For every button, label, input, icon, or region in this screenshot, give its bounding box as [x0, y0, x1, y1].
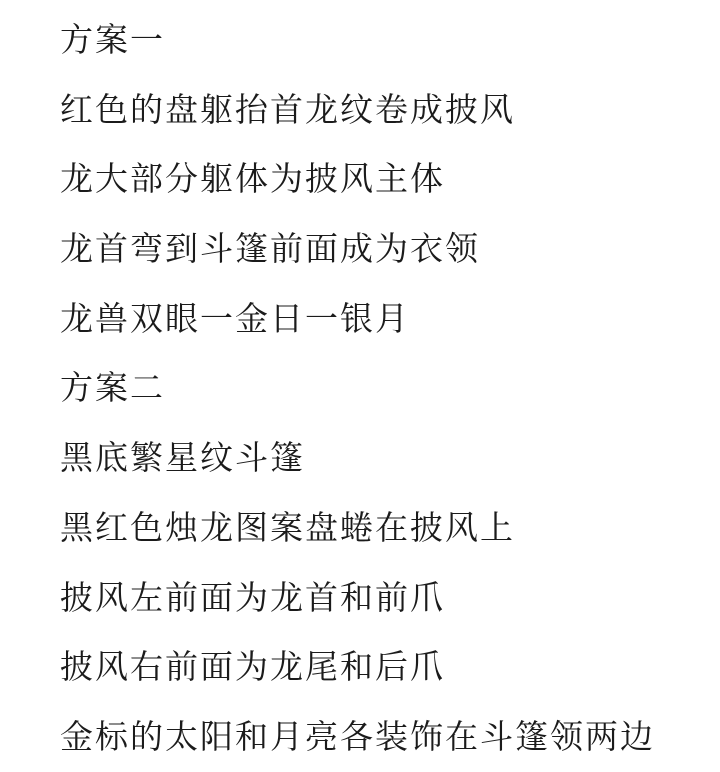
note-line: 披风右前面为龙尾和后爪 [60, 647, 445, 687]
note-line: 黑底繁星纹斗篷 [60, 438, 305, 478]
handwritten-note [0, 5, 720, 772]
note-line: 红色的盘躯抬首龙纹卷成披风 [60, 89, 515, 129]
section-heading-plan-two: 方案二 [60, 368, 165, 408]
note-line: 龙首弯到斗篷前面成为衣领 [60, 229, 480, 269]
note-line: 龙大部分躯体为披风主体 [60, 159, 445, 199]
note-line: 披风左前面为龙首和前爪 [60, 577, 445, 617]
note-line: 龙兽双眼一金日一银月 [60, 298, 410, 338]
note-line: 黑红色烛龙图案盘蜷在披风上 [60, 507, 515, 547]
section-heading-plan-one: 方案一 [60, 20, 165, 59]
note-line: 金标的太阳和月亮各装饰在斗篷领两边 [60, 716, 655, 756]
